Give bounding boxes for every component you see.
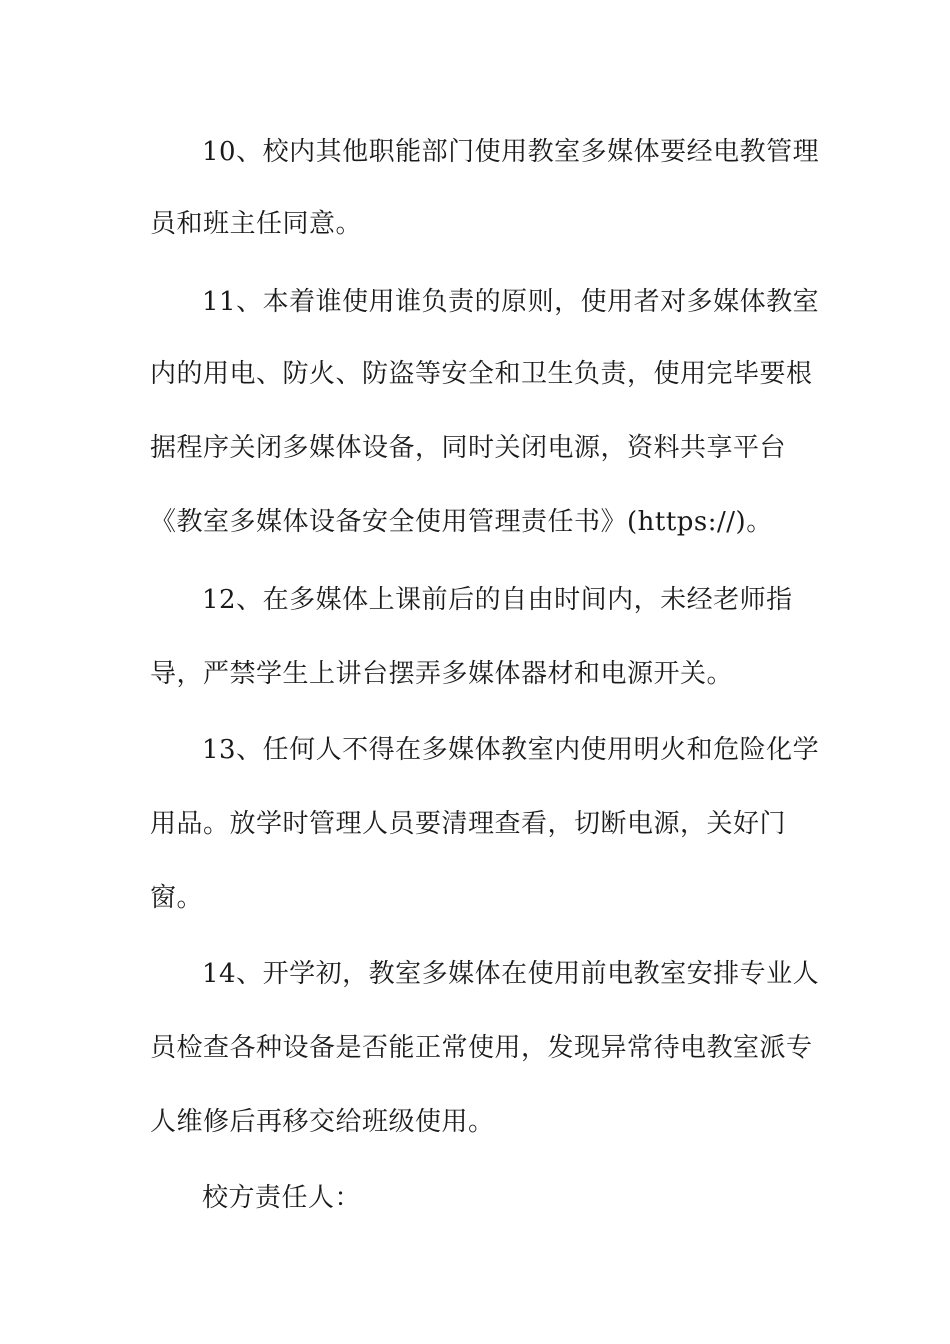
paragraph-11-line-3: 据程序关闭多媒体设备，同时关闭电源，资料共享平台 — [150, 433, 787, 463]
paragraph-11-line-2: 内的用电、防火、防盗等安全和卫生负责，使用完毕要根 — [150, 359, 813, 389]
paragraph-10-line-1: 10、校内其他职能部门使用教室多媒体要经电教管理 — [202, 137, 820, 167]
paragraph-11-line-1: 11、本着谁使用谁负责的原则，使用者对多媒体教室 — [202, 287, 820, 317]
paragraph-12-line-2: 导，严禁学生上讲台摆弄多媒体器材和电源开关。 — [150, 659, 734, 689]
paragraph-13-line-1: 13、任何人不得在多媒体教室内使用明火和危险化学 — [202, 735, 820, 765]
paragraph-14-line-1: 14、开学初，教室多媒体在使用前电教室安排专业人 — [202, 959, 820, 989]
paragraph-10-line-2: 员和班主任同意。 — [150, 209, 363, 239]
paragraph-13-line-2: 用品。放学时管理人员要清理查看，切断电源，关好门 — [150, 809, 787, 839]
paragraph-14-line-2: 员检查各种设备是否能正常使用，发现异常待电教室派专 — [150, 1033, 813, 1063]
school-responsible-person-label: 校方责任人： — [202, 1183, 362, 1213]
paragraph-13-line-3: 窗。 — [150, 883, 204, 913]
paragraph-11-line-4: 《教室多媒体设备安全使用管理责任书》(https://)。 — [150, 507, 773, 537]
paragraph-12-line-1: 12、在多媒体上课前后的自由时间内，未经老师指 — [202, 585, 793, 615]
paragraph-14-line-3: 人维修后再移交给班级使用。 — [150, 1107, 495, 1137]
